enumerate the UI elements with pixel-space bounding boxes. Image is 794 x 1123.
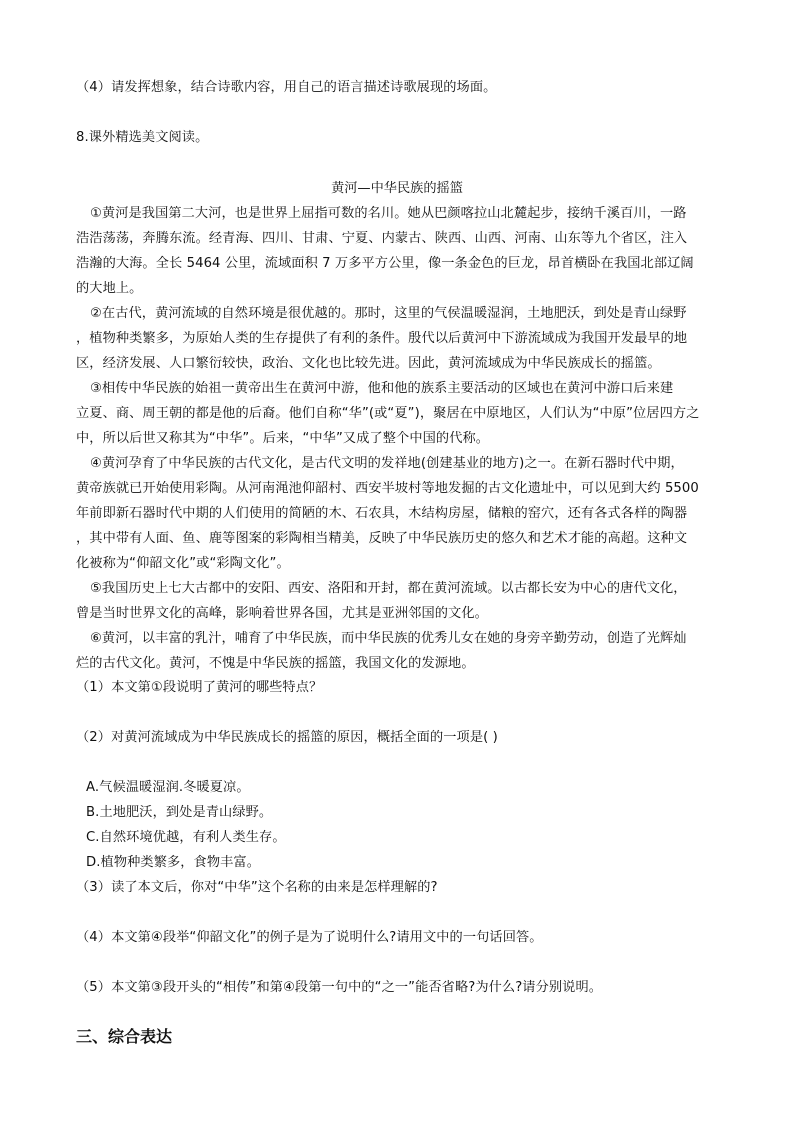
question-8-heading: 8.课外精选美文阅读。	[76, 130, 209, 145]
article-line: ④黄河孕育了中华民族的古代文化，是古代文明的发祥地(创建基业的地方)之一。在新石器时代中期，	[90, 456, 684, 471]
article-line: 年前即新石器时代中期的人们使用的简陋的木、石农具，木结构房屋，储粮的窑穴，还有各式各样的陶器	[76, 506, 688, 521]
article-line: ②在古代，黄河流域的自然环境是很优越的。那时，这里的气侯温暖湿润，土地肥沃，到处是青山绿野	[90, 306, 687, 321]
article-line: 黄帝族就已开始使用彩陶。从河南渑池仰韶村、西安半坡村等地发掘的古文化遗址中，可以见到大约 5500	[76, 481, 699, 496]
article-line: 浩瀚的大海。全长 5464 公里，流域面积 7 万多平方公里，像一条金色的巨龙，昂首横卧在我国北部辽阔	[76, 256, 694, 271]
article-line: ①黄河是我国第二大河，也是世界上屈指可数的名川。她从巴颜喀拉山北麓起步，接纳千溪百川，一路	[90, 206, 687, 221]
article-line: 化被称为“仰韶文化”或“彩陶文化”。	[76, 556, 290, 571]
article-line: 的大地上。	[76, 281, 143, 296]
article-line: 立夏、商、周王朝的都是他的后裔。他们自称“华”(或“夏”)，聚居在中原地区，人们认为“中原”位居四方之	[76, 406, 700, 421]
article-line: 烂的古代文化。黄河，不愧是中华民族的摇篮，我国文化的发源地。	[76, 656, 475, 671]
article-title: 黄河—中华民族的摇篮	[331, 181, 463, 196]
article-line: ③相传中华民族的始祖一黄帝出生在黄河中游，他和他的族系主要活动的区域也在黄河中游口后来建	[90, 381, 674, 396]
article-line: 区，经济发展、人口繁衍较快，政治、文化也比较先进。因此，黄河流域成为中华民族成长的摇篮。	[76, 356, 661, 371]
option-b: B.土地肥沃，到处是青山绿野。	[86, 805, 273, 820]
question-7-4: （4）请发挥想象，结合诗歌内容，用自己的语言描述诗歌展现的场面。	[76, 80, 497, 95]
option-c: C.自然环境优越，有利人类生存。	[86, 830, 286, 845]
article-line: ⑥黄河，以丰富的乳汁，哺育了中华民族，而中华民族的优秀儿女在她的身旁辛勤劳动，创造了光辉灿	[90, 631, 687, 646]
article-line: 曾是当时世界文化的高峰，影响着世界各国，尤其是亚洲邻国的文化。	[76, 606, 488, 621]
article-line: ，其中带有人面、鱼、鹿等图案的彩陶相当精美，反映了中华民族历史的悠久和艺术才能的高超。这种文	[76, 531, 688, 546]
article-line: ⑤我国历史上七大古都中的安阳、西安、洛阳和开封，都在黄河流域。以古都长安为中心的唐代文化，	[90, 581, 687, 596]
question-5: （5）本文第③段开头的“相传”和第④段第一句中的“之一”能否省略?为什么?请分别说明。	[76, 980, 603, 995]
question-1: （1）本文第①段说明了黄河的哪些特点？	[76, 680, 323, 695]
question-2: （2）对黄河流域成为中华民族成长的摇篮的原因，概括全面的一项是( )	[76, 730, 498, 745]
option-a: A.气候温暖湿润.冬暖夏凉。	[86, 780, 250, 795]
article-line: 浩浩荡荡，奔腾东流。经青海、四川、甘肃、宁夏、内蒙古、陕西、山西、河南、山东等九个省区，注入	[76, 231, 688, 246]
article-line: 中，所以后世又称其为“中华”。后来，“中华”又成了整个中国的代称。	[76, 431, 490, 446]
article-line: ，植物种类繁多，为原始人类的生存提供了有利的条件。殷代以后黄河中下游流域成为我国开发最早的地	[76, 331, 688, 346]
option-d: D.植物种类繁多，食物丰富。	[86, 855, 260, 870]
section-heading: 三、综合表达	[76, 1027, 173, 1046]
question-3: （3）读了本文后，你对“中华”这个名称的由来是怎样理解的?	[76, 880, 438, 895]
question-4: （4）本文第④段举“仰韶文化”的例子是为了说明什么?请用文中的一句话回答。	[76, 930, 543, 945]
